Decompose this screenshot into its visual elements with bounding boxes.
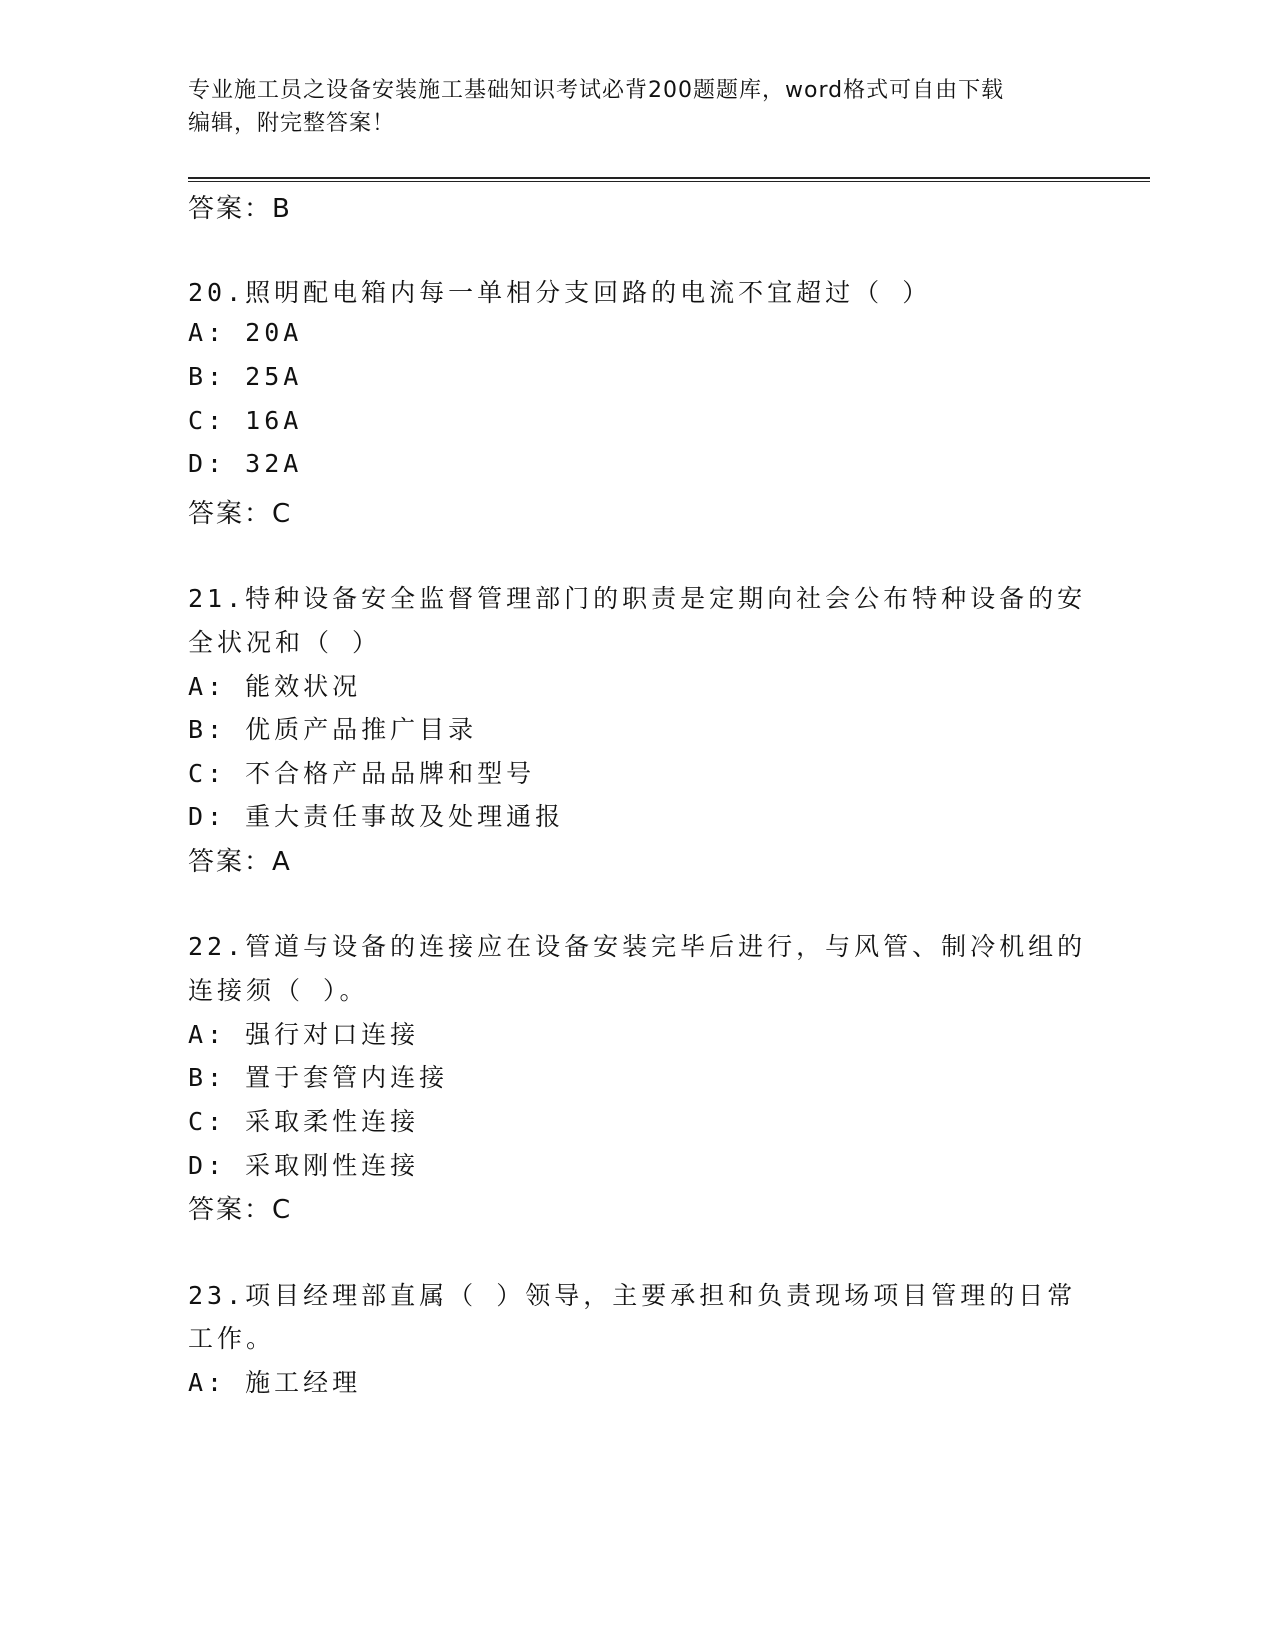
question-21-answer: 答案：A bbox=[188, 847, 292, 877]
question-21-option-a: A: 能效状况 bbox=[188, 672, 362, 701]
question-20-option-c: C: 16A bbox=[188, 406, 303, 435]
question-20-stem: 20.照明配电箱内每一单相分支回路的电流不宜超过（ ） bbox=[188, 278, 932, 307]
question-20-option-d: D: 32A bbox=[188, 449, 303, 478]
header-rule-thin bbox=[188, 181, 1150, 182]
answer-previous: 答案：B bbox=[188, 194, 292, 224]
question-21-stem-line-1: 21.特种设备安全监督管理部门的职责是定期向社会公布特种设备的安 bbox=[188, 584, 1087, 613]
question-21-stem-line-2: 全状况和（ ） bbox=[188, 628, 382, 657]
header-line-2: 编辑，附完整答案！ bbox=[188, 111, 396, 136]
header-line-1: 专业施工员之设备安装施工基础知识考试必背200题题库，word格式可自由下载 bbox=[188, 78, 1005, 103]
question-23-option-a: A: 施工经理 bbox=[188, 1368, 362, 1397]
question-22-option-c: C: 采取柔性连接 bbox=[188, 1107, 420, 1136]
question-20-option-a: A: 20A bbox=[188, 318, 303, 347]
question-23-stem-line-2: 工作。 bbox=[188, 1324, 276, 1353]
question-23-stem-line-1: 23.项目经理部直属（ ）领导，主要承担和负责现场项目管理的日常 bbox=[188, 1281, 1077, 1310]
question-21-option-d: D: 重大责任事故及处理通报 bbox=[188, 802, 565, 831]
question-22-option-d: D: 采取刚性连接 bbox=[188, 1151, 420, 1180]
question-20-option-b: B: 25A bbox=[188, 362, 303, 391]
header-rule-thick bbox=[188, 177, 1150, 179]
question-22-option-b: B: 置于套管内连接 bbox=[188, 1063, 449, 1092]
question-21-option-c: C: 不合格产品品牌和型号 bbox=[188, 759, 536, 788]
question-20-answer: 答案：C bbox=[188, 499, 293, 529]
document-header bbox=[188, 74, 1068, 140]
question-22-answer: 答案：C bbox=[188, 1195, 293, 1225]
question-22-option-a: A: 强行对口连接 bbox=[188, 1020, 420, 1049]
question-22-stem-line-2: 连接须（ ）。 bbox=[188, 976, 369, 1005]
question-21-option-b: B: 优质产品推广目录 bbox=[188, 715, 478, 744]
question-22-stem-line-1: 22.管道与设备的连接应在设备安装完毕后进行，与风管、制冷机组的 bbox=[188, 932, 1087, 961]
